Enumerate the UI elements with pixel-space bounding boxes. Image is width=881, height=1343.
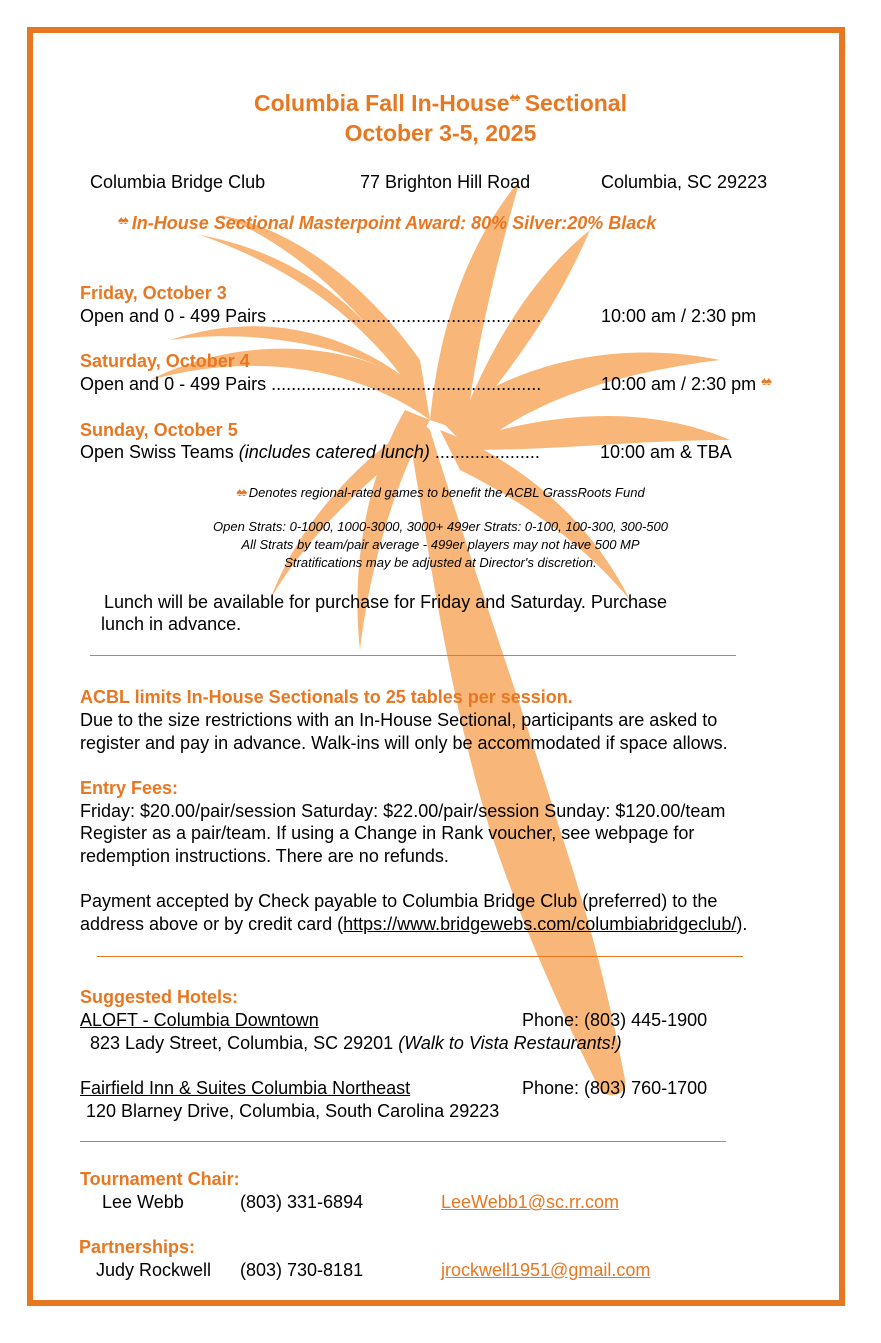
hotels-heading: Suggested Hotels: [80, 987, 239, 1007]
leader-dots: ..................... [434, 442, 540, 462]
payment-line1: Payment accepted by Check payable to Columbia Bridge Club (preferred) to the [80, 891, 718, 911]
event-title [0, 90, 881, 117]
regional-note-text: Denotes regional-rated games to benefit the ACBL GrassRoots Fund [248, 485, 645, 500]
club-website-link[interactable]: https://www.bridgewebs.com/columbiabridgeclub/ [343, 914, 737, 934]
fees-heading: Entry Fees: [80, 778, 179, 798]
sunday-event [80, 442, 540, 463]
hotel-aloft-phone: Phone: (803) 445-1900 [522, 1010, 708, 1030]
hotel-aloft-address [90, 1033, 622, 1054]
saturday-event-name: Open and 0 - 499 Pairs [80, 374, 267, 394]
fees-line1: Friday: $20.00/pair/session Saturday: $22.00/pair/session Sunday: $120.00/team [80, 801, 726, 821]
leader-dots: ...................................................... [271, 306, 542, 326]
divider [80, 1141, 726, 1142]
regional-note [0, 485, 881, 500]
sunday-event-name: Open Swiss Teams [80, 442, 234, 462]
award-text: In-House Sectional Masterpoint Award: 80% Silver:20% Black [131, 213, 657, 233]
limits-line1: Due to the size restrictions with an In-House Sectional, participants are asked to [80, 710, 718, 730]
event-dates: October 3-5, 2025 [344, 120, 537, 146]
hotel-aloft-address-text: 823 Lady Street, Columbia, SC 29201 [90, 1033, 394, 1053]
chair-heading: Tournament Chair: [80, 1169, 240, 1189]
spade-icon: ♠♠ [118, 213, 127, 227]
lunch-line1: Lunch will be available for purchase for Friday and Saturday. Purchase [104, 592, 667, 612]
leader-dots: ...................................................... [271, 374, 542, 394]
spade-icon: ♠♠ [761, 374, 770, 388]
venue-club: Columbia Bridge Club [90, 172, 266, 192]
strats-line3: Stratifications may be adjusted at Director's discretion. [284, 555, 597, 570]
hotel-aloft-note: (Walk to Vista Restaurants!) [398, 1033, 622, 1053]
hotel-fairfield-address: 120 Blarney Drive, Columbia, South Carolina 29223 [86, 1101, 500, 1121]
chair-name: Lee Webb [102, 1192, 184, 1212]
friday-event-name: Open and 0 - 499 Pairs [80, 306, 267, 326]
friday-event [80, 306, 541, 327]
hotel-fairfield-phone: Phone: (803) 760-1700 [522, 1078, 708, 1098]
limits-line2: register and pay in advance. Walk-ins will only be accommodated if space allows. [80, 733, 728, 753]
friday-heading: Friday, October 3 [80, 283, 227, 303]
fees-line2: Register as a pair/team. If using a Change in Rank voucher, see webpage for [80, 823, 695, 843]
strats-line1: Open Strats: 0-1000, 1000-3000, 3000+ 499er Strats: 0-100, 100-300, 300-500 [213, 519, 668, 534]
saturday-time-text: 10:00 am / 2:30 pm [601, 374, 757, 394]
divider [90, 655, 736, 656]
title-line1: Columbia Fall In-House [254, 90, 510, 116]
venue-street: 77 Brighton Hill Road [360, 172, 531, 192]
hotel-fairfield-name[interactable]: Fairfield Inn & Suites Columbia Northeast [80, 1078, 411, 1098]
chair-email-link[interactable]: LeeWebb1@sc.rr.com [441, 1192, 620, 1212]
strats-line2: All Strats by team/pair average - 499er players may not have 500 MP [241, 537, 640, 552]
sunday-time: 10:00 am & TBA [600, 442, 732, 462]
spade-icon: ♠♠ [236, 485, 246, 499]
saturday-event [80, 374, 541, 395]
chair-phone: (803) 331-6894 [240, 1192, 364, 1212]
partnerships-email-link[interactable]: jrockwell1951@gmail.com [441, 1260, 651, 1280]
partnerships-heading: Partnerships: [79, 1237, 196, 1257]
spade-icon: ♠♠ [509, 90, 519, 104]
saturday-time [601, 374, 770, 395]
hotel-aloft-name[interactable]: ALOFT - Columbia Downtown [80, 1010, 319, 1030]
payment-line2-post: ). [736, 914, 748, 934]
saturday-heading: Saturday, October 4 [80, 351, 250, 371]
fees-line3: redemption instructions. There are no refunds. [80, 846, 449, 866]
divider [97, 956, 743, 957]
partnerships-name: Judy Rockwell [96, 1260, 212, 1280]
sunday-heading: Sunday, October 5 [80, 420, 238, 440]
venue-city: Columbia, SC 29223 [601, 172, 768, 192]
friday-time: 10:00 am / 2:30 pm [601, 306, 757, 326]
sunday-event-note: (includes catered lunch) [238, 442, 430, 462]
title-line1-suffix: Sectional [524, 90, 627, 116]
payment-line2 [80, 914, 747, 935]
payment-line2-pre: address above or by credit card ( [80, 914, 344, 934]
limits-heading: ACBL limits In-House Sectionals to 25 tables per session. [80, 687, 573, 707]
award-line [118, 213, 656, 234]
partnerships-phone: (803) 730-8181 [240, 1260, 364, 1280]
lunch-line2: lunch in advance. [101, 614, 242, 634]
